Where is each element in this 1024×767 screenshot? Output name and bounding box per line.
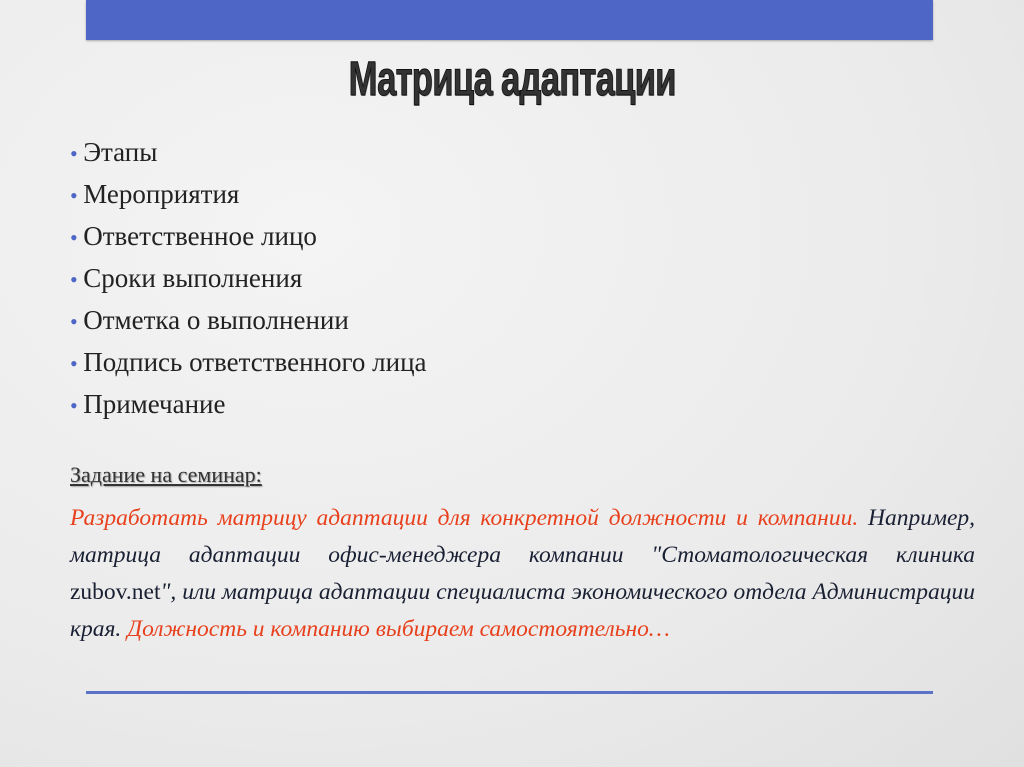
slide-title	[0, 52, 1024, 107]
divider	[86, 691, 933, 694]
list-item: • Сроки выполнения	[70, 258, 427, 300]
task-red-2: Должность и компанию выбираем самостоятельно…	[127, 616, 670, 642]
task-red-1: Разработать матрицу адаптации для конкретной должности и компании.	[70, 505, 859, 531]
list-item: • Примечание	[70, 384, 427, 426]
list-item: • Ответственное лицо	[70, 216, 427, 258]
list-item: • Этапы	[70, 132, 427, 174]
list-item: • Подпись ответственного лица	[70, 342, 427, 384]
task-text-2: Например, матрица адаптации офис-менеджера компании "Стоматологическая клиника	[70, 505, 975, 568]
bullet-list	[70, 132, 427, 426]
task-text-3: ", или матрица адаптации специалиста экономического отдела Администрации края.	[70, 579, 975, 642]
task-heading: Задание на семинар:	[70, 462, 262, 487]
task-text	[70, 500, 975, 648]
list-item: • Мероприятия	[70, 174, 427, 216]
list-item: • Отметка о выполнении	[70, 300, 427, 342]
title-text: Матрица адаптации	[348, 53, 676, 106]
header-bar	[86, 0, 933, 40]
task-link-text: zubov.net	[70, 579, 161, 605]
